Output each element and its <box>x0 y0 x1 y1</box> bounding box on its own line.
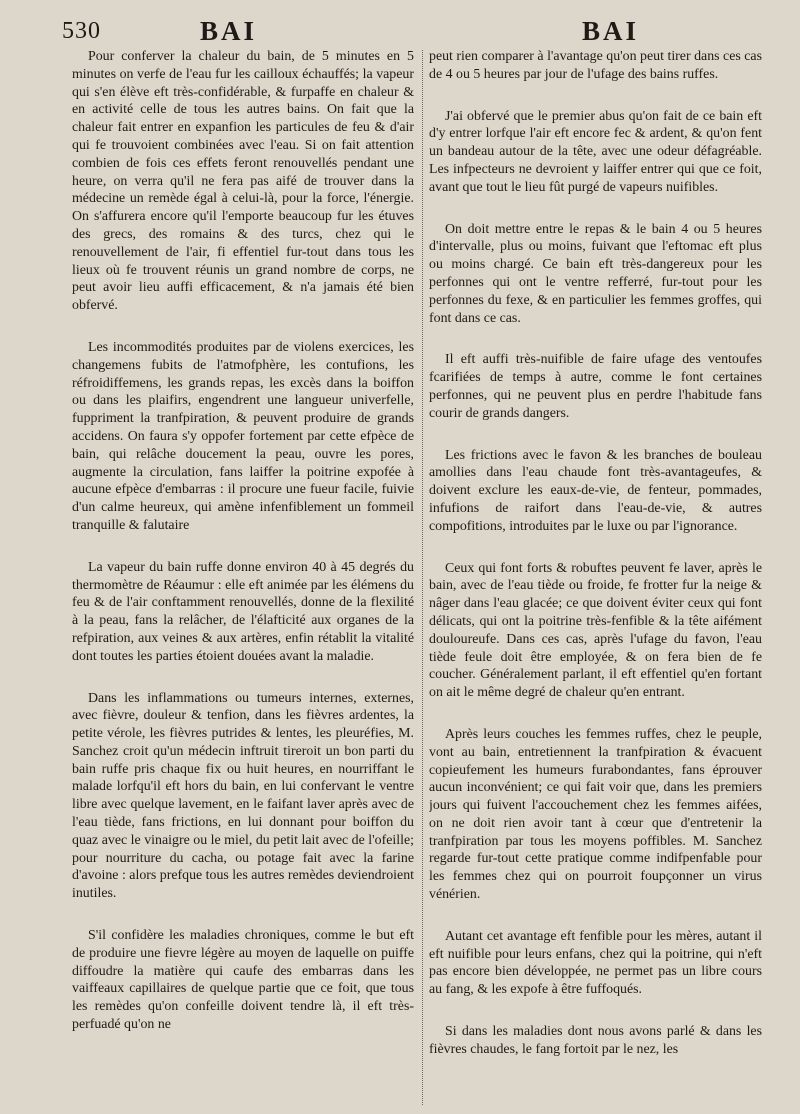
page-number: 530 <box>62 18 101 44</box>
paragraph: S'il confidère les maladies chroniques, comme le but eft de produire une fievre légère au moyen de laquelle on puiffe diffoudre la matière qui caufe des embarras dans les vaiffeaux capillaires de quelque partie que ce foit, que tous les remèdes qu'on confeille doivent tendre là, il eft très-perfuadé qu'on ne <box>72 928 414 1033</box>
paragraph: Autant cet avantage eft fenfible pour les mères, autant il eft nuifible pour leurs enfans, chez qui la poitrine, qui n'eft pas encore bien développée, ne permet pas un libre cours au fang, & les expofe à être fuffoqués. <box>429 928 762 998</box>
left-column <box>72 48 414 1103</box>
right-running-title: BAI <box>582 16 640 46</box>
paragraph: Il eft auffi très-nuifible de faire ufage des ventoufes fcarifiées de temps à autre, comme le font certaines perfonnes, qui ne peuvent plus en perdre l'habitude fans courir de grands dangers. <box>429 352 762 421</box>
paragraph: Si dans les maladies dont nous avons parlé & dans les fièvres chaudes, le fang fortoit par le nez, les <box>429 1024 762 1057</box>
paragraph: J'ai obfervé que le premier abus qu'on fait de ce bain eft d'y entrer lorfque l'air eft encore fec & ardent, & qu'on fent un bandeau autour de la tête, avec une odeur défagréable. Les infpecteurs ne devroient y laiffer entrer qui que ce foit, avant que tout le lieu fût purgé de vapeurs nuifibles. <box>429 108 762 195</box>
right-column <box>429 48 762 1103</box>
paragraph: Pour conferver la chaleur du bain, de 5 minutes en 5 minutes on verfe de l'eau fur les cailloux échauffés; la vapeur qui s'en élève eft très-confidérable, & furpaffe en chaleur & en activité celle de tous les autres bains. On fait que la chaleur fait entrer en expanfion les particules de feu & d'air qui fe trouvoient combinées avec l'eau. Si on fait attention combien de fois ces effets feront renouvellés pendant une heure, on verra qu'il ne fera pas aifé de trouver dans la médecine un remède égal à celui-là, pour la force, l'énergie. On s'affurera encore qu'il l'emporte beaucoup fur les étuves des grecs, des romains & des turcs, chez qui le renouvellement de l'air, fi effentiel fur-tout dans tous les lieux où fe trouvent réunis un grand nombre de corps, ne peut avoir lieu auffi efficacement, & n'a jamais été bien obfervé. <box>72 49 414 314</box>
paragraph: Les frictions avec le favon & les branches de bouleau amollies dans l'eau chaude font très-avantageufes, & doivent exclure les eaux-de-vie, de fenteur, pommades, infufions de raifort dans l'eau-de-vie, & autres compofitions, introduites par le luxe ou par l'ignorance. <box>429 447 762 534</box>
paragraph: Ceux qui font forts & robuftes peuvent fe laver, après le bain, avec de l'eau tiède ou froide, fe frotter fur la neige & nâger dans l'eau glacée; ce que doivent éviter ceux qui font délicats, qui ont la poitrine très-fenfible & la tête aifément douloureufe. Dans ces cas, après l'ufage du favon, l'eau tiède feule doit être employée, & on fera bien de fe coucher. Généralement parlant, il eft effentiel qu'en fortant on ait le même degré de chaleur qu'en entrant. <box>429 560 762 701</box>
paragraph: peut rien comparer à l'avantage qu'on peut tirer dans ces cas de 4 ou 5 heures par jour de l'ufage des bains ruffes. <box>429 49 762 82</box>
paragraph: Les incommodités produites par de violens exercices, les changemens fubits de l'atmofphère, les contufions, les réfroidiffemens, les grands repas, les excès dans la boiffon ou dans les plaifirs, engendrent une langueur univerfelle, fuppriment la tranfpiration, & peuvent produire de grands accidens. On faura s'y oppofer fortement par cette efpèce de bain, qui relâche doucement la peau, ouvre les pores, augmente la circulation, fans laiffer la poitrine expofée à aucune efpèce d'embarras : il procure une fueur facile, fuivie d'un calme heureux, qui amène infenfiblement un fommeil tranquille & falutaire <box>72 339 414 533</box>
text-columns <box>72 48 762 1103</box>
paragraph: Après leurs couches les femmes ruffes, chez le peuple, vont au bain, entretiennent la tranfpiration & évacuent copieufement les humeurs furabondantes, fans éprouver aucun inconvénient; ce qui fait voir que, dans les premiers jours qui fuivent l'accouchement chez les femmes aifées, on ne doit rien avoir tant à cœur que d'entretenir la tranfpiration par tous les moyens poffibles. M. Sanchez regarde fur-tout cette pratique comme indifpenfable pour les femmes chez qui on pourroit foupçonner un virus vénérien. <box>429 726 762 903</box>
paragraph: Dans les inflammations ou tumeurs internes, externes, avec fièvre, douleur & tenfion, dans les fièvres ardentes, la petite vérole, les fièvres putrides & lentes, les pleuréfies, M. Sanchez croit qu'un médecin inftruit tireroit un bon parti du bain ruffe pris chaque fix ou huit heures, en nourriffant le malade lorfqu'il eft hors du bain, en lui confervant le ventre libre avec quelque lavement, en le faifant laver après avec de l'eau tiède, fans frictions, en lui donnant pour boiffon du quaz avec le vinaigre ou le miel, du petit lait avec de l'ofeille; pour nourriture du cacha, ou potage fait avec la farine d'avoine : alors prefque tous les autres remèdes deviendroient inutiles. <box>72 690 414 902</box>
left-running-title: BAI <box>200 16 258 46</box>
running-head <box>0 14 800 48</box>
paragraph: On doit mettre entre le repas & le bain 4 ou 5 heures d'intervalle, plus ou moins, fuivant que l'eftomac eft plus ou moins chargé. Ce bain eft très-dangereux pour les perfonnes qui ont le ventre refferré, fur-tout pour les perfonnes du fexe, & en particulier les femmes groffes, qui font dans ce cas. <box>429 221 762 326</box>
paragraph: La vapeur du bain ruffe donne environ 40 à 45 degrés du thermomètre de Réaumur : elle eft animée par les élémens du feu & de l'air conftamment renouvellés, donne de la flexilité à la peau, fans la relâcher, de l'élafticité aux organes de la refpiration, aux veines & aux artères, enfin rétablit la vitalité dont toutes les parties étoient douées avant la maladie. <box>72 559 414 664</box>
